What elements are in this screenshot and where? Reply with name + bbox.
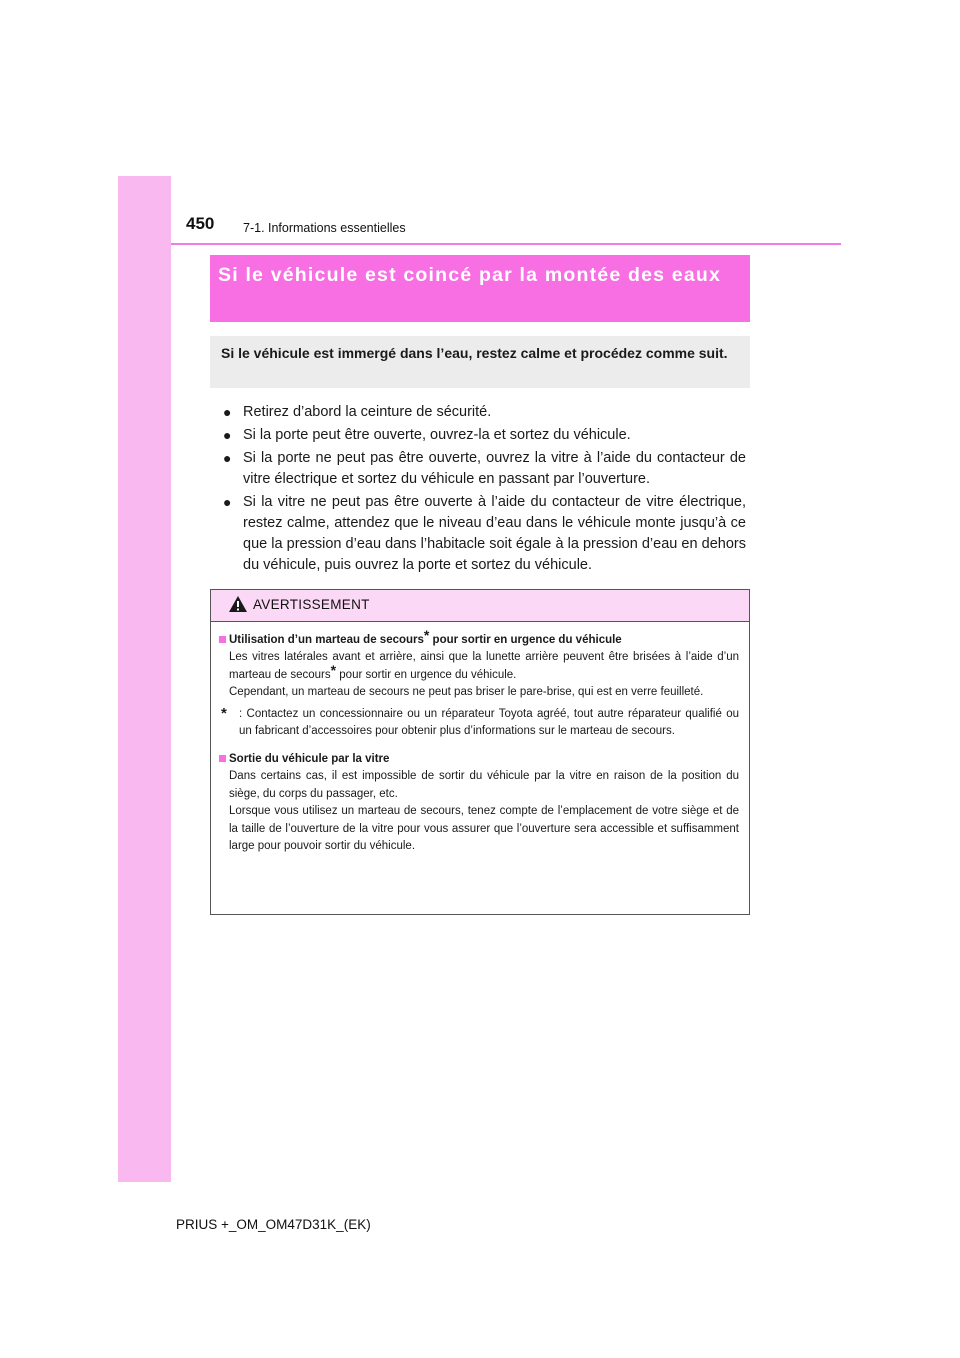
list-item-text: Si la vitre ne peut pas être ouverte à l’aide du contacteur de vitre électrique, restez calme, attendez que le niveau d’eau dans le véhicule monte jusqu’à ce que la pression d’eau dans l’habitacle soit égale à la pression d’eau en dehors du véhicule, puis ouvrez la porte et sortez du véhicule. [243,494,746,573]
title-banner [210,255,750,322]
list-item [222,425,746,446]
section-title: 7-1. Informations essentielles [243,221,406,235]
list-item [222,492,746,576]
page-title: Si le véhicule est coincé par la montée des eaux [218,264,722,286]
bullet-dot-icon: ● [223,427,232,443]
list-item [222,448,746,490]
asterisk-icon: * [423,627,430,643]
bullet-dot-icon: ● [223,404,232,420]
page-number: 450 [186,214,215,233]
side-color-band [118,176,171,1182]
warning-heading-emergency-hammer: Utilisation d’un marteau de secours* pour sortir en urgence du véhicule [219,632,739,648]
warning-box [210,589,750,915]
warning-triangle-icon [228,595,248,613]
document-footer: PRIUS +_OM_OM47D31K_(EK) [176,1217,371,1232]
warning-label: AVERTISSEMENT [253,597,370,612]
intro-box [210,336,750,388]
header-divider [171,243,841,245]
asterisk-icon: * [221,704,227,722]
instruction-list [222,402,746,578]
intro-text: Si le véhicule est immergé dans l’eau, restez calme et procédez comme suit. [221,345,728,361]
warning-body [211,622,749,856]
list-item-text: Si la porte ne peut pas être ouverte, ouvrez la vitre à l’aide du contacteur de vitre électrique et sortez du véhicule en passant par l’ouverture. [243,450,746,487]
bullet-dot-icon: ● [223,494,232,510]
asterisk-icon: * [330,661,337,678]
list-item-text: Retirez d’abord la ceinture de sécurité. [243,404,492,420]
list-item-text: Si la porte peut être ouverte, ouvrez-la et sortez du véhicule. [243,427,631,443]
warning-header [211,590,749,622]
square-bullet-icon [219,755,226,762]
warning-heading-window-exit: Sortie du véhicule par la vitre [219,751,739,767]
list-item [222,402,746,423]
bullet-dot-icon: ● [223,450,232,466]
warning-paragraph: Les vitres latérales avant et arrière, ainsi que la lunette arrière peuvent être brisées à l’aide d’un marteau de secours* pour sortir en urgence du véhicule. Cependant, un marteau de secours ne peut pas briser le pare-brise, qui est en verre feuilleté. [229,651,739,699]
square-bullet-icon [219,636,226,643]
footnote: * : Contactez un concessionnaire ou un réparateur Toyota agréé, tout autre réparateur qualifié ou un fabricant d’accessoires pour obtenir plus d’informations sur le marteau de secours. [221,704,739,738]
warning-paragraph: Dans certains cas, il est impossible de sortir du véhicule par la vitre en raison de la position du siège, du corps du passager, etc. Lorsque vous utilisez un marteau de secours, tenez compte de l’emplacement de votre siège et de la taille de l’ouverture de la vitre pour vous assurer que l’ouverture sera accessible et suffisamment large pour pouvoir sortir du véhicule. [229,769,739,853]
